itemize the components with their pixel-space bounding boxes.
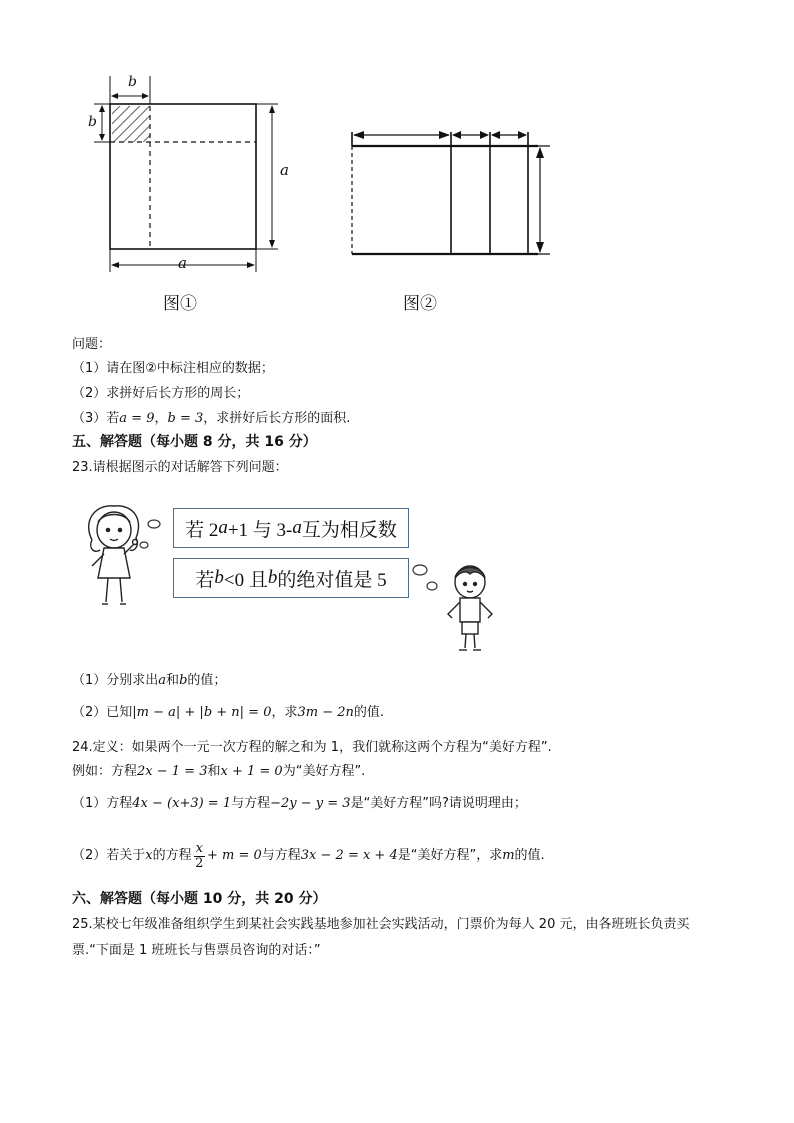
problem23-q1: （1）分别求出a和b的值； [72,673,227,688]
fig1-label-a-right: a [280,161,289,179]
problem23-stem: 23.请根据图示的对话解答下列问题： [72,460,288,475]
problem24-q1: （1）方程4x − (x+3) = 1与方程−2y − y = 3是“美好方程”吗?请说明理由； [72,796,527,811]
problem24-example: 例如：方程2x − 1 = 3和x + 1 = 0为“美好方程”. [72,764,366,779]
problem24-q2: （2）若关于 x 的方程 x 2 + m = 0 与方程 3x − 2 = x + 4 是“美好方程”，求 m 的值. [72,840,545,871]
problem22-q3: （3）若a = 9，b = 3，求拼好后长方形的面积. [72,411,351,426]
speech-bubble-boy: 若 b <0 且 b 的绝对值是 5 [173,558,409,598]
figure-1-caption: 图① [163,294,197,313]
problem25-line1: 25.某校七年级准备组织学生到某社会实践基地参加社会实践活动，门票价为每人 20 元，由各班班长负责买 [72,917,690,932]
fig1-label-b-top: b [128,74,137,90]
boy-illustration [408,560,518,660]
fig1-label-a-bottom: a [178,254,187,272]
problem23-q2: （2）已知|m − a| + |b + n| = 0，求3m − 2n的值. [72,705,385,720]
small-square-hatched [112,106,150,142]
section-6-heading: 六、解答题（每小题 10 分，共 20 分） [72,891,327,907]
girl-illustration [74,500,164,612]
problem24-definition: 24.定义：如果两个一元一次方程的解之和为 1，我们就称这两个方程为“美好方程”. [72,740,552,755]
speech-bubble-girl: 若 2 a +1 与 3- a 互为相反数 [173,508,409,548]
fig1-label-b-left: b [88,114,97,130]
section-5-heading: 五、解答题（每小题 8 分，共 16 分） [72,434,317,450]
figure-2-caption: 图② [403,294,437,313]
figure-2 [344,120,564,265]
fraction-x-over-2: x 2 [195,840,204,871]
problem22-intro: 问题： [72,337,112,352]
figure-1 [84,72,294,282]
problem25-line2: 票.“下面是 1 班班长与售票员咨询的对话：” [72,943,321,958]
problem22-q1: （1）请在图②中标注相应的数据； [72,361,274,376]
problem22-q2: （2）求拼好后长方形的周长； [72,386,250,401]
